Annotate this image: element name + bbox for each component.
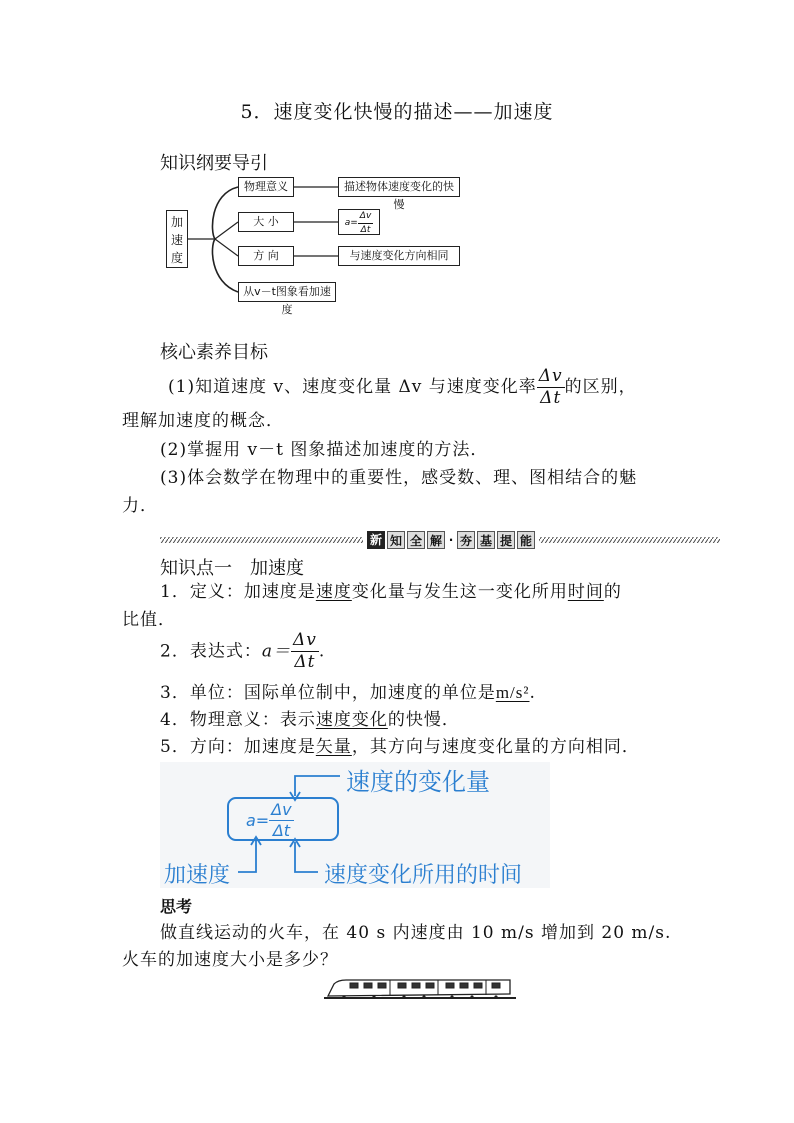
expr-fraction [291,632,319,671]
outline-root-label: 加速度 [171,215,184,265]
banner-char: 能 [517,531,535,549]
outline-detail-meaning: 描述物体速度变化的快慢 [338,177,460,197]
expr-num: Δv [292,630,317,650]
meaning-blank: 速度变化 [315,710,388,730]
goals-heading: 核心素养目标 [160,342,268,363]
def-text: 的 [603,582,622,602]
goal-2: (2)掌握用 v－t 图象描述加速度的方法． [160,440,489,460]
annot-formula-prefix: a= [246,811,270,830]
outline-formula-fraction [358,212,373,235]
outline-formula-num: Δv [358,212,373,224]
goal-1-text: (1)知道速度 v、速度变化量 Δv 与速度变化率 [168,377,537,397]
annot-top-label: 速度的变化量 [346,768,490,796]
unit-text: 3．单位：国际单位制中，加速度的单位是 [160,683,496,703]
goal-1-text-end: 的区别， [564,377,637,397]
point1-definition-continued: 比值． [122,610,176,630]
goal-3-continued: 力． [122,496,158,516]
outline-detail-formula [338,209,380,235]
outline-heading: 知识纲要导引 [160,153,268,174]
banner-char: 提 [497,531,515,549]
point1-definition [160,579,622,605]
section-divider [160,533,720,547]
think-question-continued: 火车的加速度大小是多少？ [122,950,338,970]
point1-direction [160,734,640,760]
goal-3: (3)体会数学在物理中的重要性，感受数、理、图相结合的魅 [160,468,638,488]
outline-item-magnitude: 大 小 [238,212,294,232]
outline-formula-den: Δt [360,225,371,235]
outline-root [166,210,188,268]
banner-char: 新 [367,531,385,549]
outline-detail-direction: 与速度变化方向相同 [338,246,460,266]
expr-prefix: a＝ [261,641,291,662]
annot-left-label: 加速度 [164,863,231,888]
annot-right-label: 速度变化所用的时间 [324,863,523,888]
direction-text: 5．方向：加速度是 [160,737,316,757]
banner-char: 全 [407,531,425,549]
direction-blank: 矢量 [315,737,352,757]
think-question: 做直线运动的火车，在 40 s 内速度由 10 m/s 增加到 20 m/s. [160,923,672,943]
think-heading: 思考 [160,897,193,916]
goal-1-den: Δt [540,388,562,408]
meaning-text: 4．物理意义：表示 [160,710,316,730]
outline-item-direction: 方 向 [238,246,294,266]
def-blank-2: 时间 [567,582,604,602]
outline-item-vt-graph: 从v－t图象看加速度 [238,282,336,302]
meaning-text: 的快慢． [387,710,460,730]
point1-expression [160,632,325,671]
banner-char: 夯 [457,531,475,549]
point1-heading: 知识点一 加速度 [160,558,304,579]
point1-meaning [160,707,460,733]
point1-unit [160,680,536,706]
outline-diagram [160,172,480,316]
banner-dot: · [448,533,454,547]
goal-1-num: Δv [538,366,563,386]
expr-label: 2．表达式： [160,641,262,662]
annot-den: Δt [272,821,291,840]
def-text: 变化量与发生这一变化所用 [351,582,568,602]
banner-char: 基 [477,531,495,549]
unit-blank: m/s² [495,683,530,702]
outline-item-meaning: 物理意义 [238,177,294,197]
train-illustration [324,976,516,1002]
goal-1 [168,368,637,407]
expr-den: Δt [294,652,316,672]
annot-formula [246,802,294,839]
train-icon [324,976,516,1002]
page-title: 5．速度变化快慢的描述——加速度 [240,101,554,123]
banner-char: 知 [387,531,405,549]
banner-char: 解 [427,531,445,549]
annotated-formula-figure [160,762,550,888]
goal-1-continued: 理解加速度的概念． [122,411,284,431]
expr-end: . [318,641,326,662]
annot-fraction [269,802,293,839]
def-blank-1: 速度 [315,582,352,602]
section-banner [363,531,539,549]
outline-formula-prefix: a= [344,218,358,228]
def-text: 1．定义：加速度是 [160,582,316,602]
unit-end: . [529,683,536,703]
direction-text: ，其方向与速度变化量的方向相同． [351,737,640,757]
goal-1-fraction [537,368,565,407]
annot-num: Δv [271,800,292,819]
